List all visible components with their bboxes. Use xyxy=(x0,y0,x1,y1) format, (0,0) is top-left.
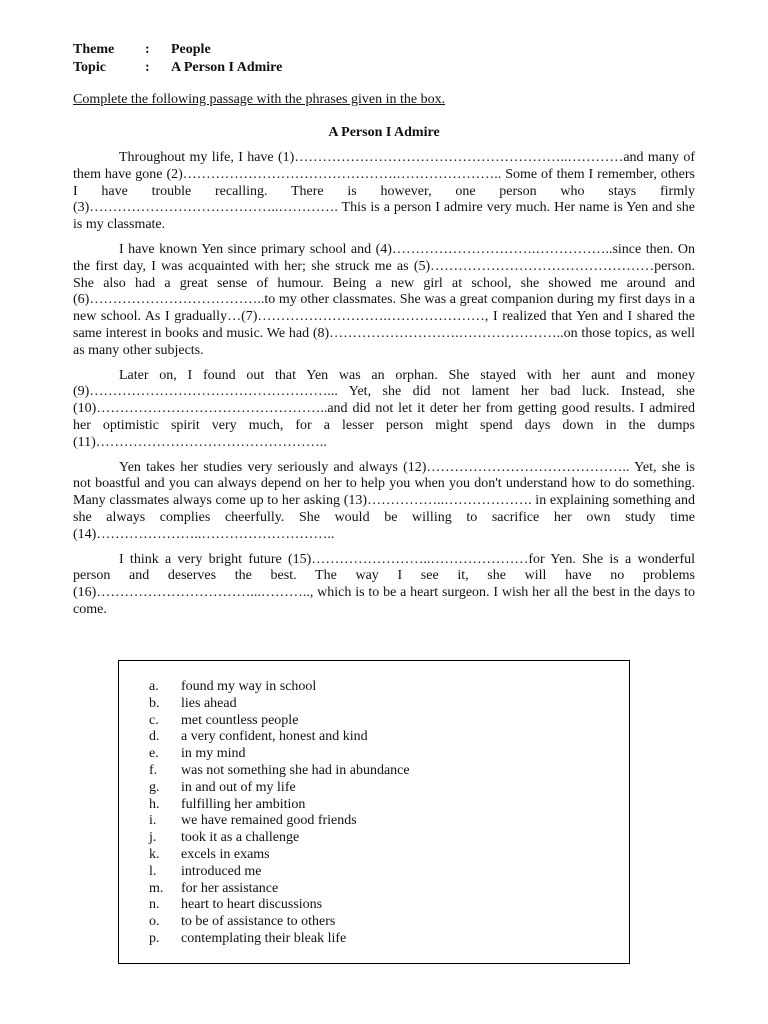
phrase-letter: e. xyxy=(149,746,159,762)
phrase-item xyxy=(149,847,410,864)
passage-title: A Person I Admire xyxy=(328,125,440,140)
phrase-letter: p. xyxy=(149,930,160,946)
theme-label: Theme xyxy=(73,42,115,57)
phrase-item xyxy=(149,931,410,948)
theme-row xyxy=(73,41,282,59)
phrase-text: took it as a challenge xyxy=(181,830,300,846)
phrase-letter: j. xyxy=(149,830,157,846)
phrase-text: in my mind xyxy=(181,746,246,762)
phrase-letter: m. xyxy=(149,880,164,896)
passage-paragraph-5: I think a very bright future (15)……………………..…………………for Yen. She is a wonderful person and deserves the best. The way I see it, she will have no problems (16)……………………………...……….., which is to be a heart surgeon. I wish her all the best in the days to come. xyxy=(73,551,695,617)
phrase-item xyxy=(149,729,410,746)
phrase-list xyxy=(149,679,410,948)
phrase-item xyxy=(149,679,410,696)
phrase-letter: k. xyxy=(149,846,160,862)
theme-value: People xyxy=(171,42,211,57)
passage-paragraph-4: Yen takes her studies very seriously and always (12)…………………………………….. Yet, she is not boastful and you can always depend on her to help you when you don't understand how to do something. Many classmates always come up to her asking (13)……………..………………. in explaining something and she always complies cheerfully. She would be willing to sacrifice her own study time (14)…………………..……………………….. xyxy=(73,459,695,542)
phrase-item xyxy=(149,746,410,763)
topic-value: A Person I Admire xyxy=(171,60,283,75)
phrase-item xyxy=(149,713,410,730)
phrase-item xyxy=(149,813,410,830)
phrase-letter: o. xyxy=(149,914,160,930)
phrase-text: fulfilling her ambition xyxy=(181,796,306,812)
theme-colon: : xyxy=(145,42,150,57)
phrase-text: introduced me xyxy=(181,863,262,879)
phrase-item xyxy=(149,797,410,814)
topic-label: Topic xyxy=(73,60,106,75)
phrase-text: excels in exams xyxy=(181,846,270,862)
phrase-letter: c. xyxy=(149,712,159,728)
phrase-item xyxy=(149,881,410,898)
phrase-text: met countless people xyxy=(181,712,299,728)
phrase-letter: d. xyxy=(149,729,160,745)
phrase-text: contemplating their bleak life xyxy=(181,930,347,946)
phrase-text: we have remained good friends xyxy=(181,813,357,829)
phrase-letter: b. xyxy=(149,695,160,711)
phrase-text: found my way in school xyxy=(181,679,317,694)
phrase-letter: l. xyxy=(149,863,157,879)
phrase-letter: i. xyxy=(149,813,157,829)
phrase-text: lies ahead xyxy=(181,695,237,711)
phrase-text: for her assistance xyxy=(181,880,279,896)
phrase-item xyxy=(149,763,410,780)
phrase-text: to be of assistance to others xyxy=(181,914,336,930)
passage-paragraph-2: I have known Yen since primary school and (4)………………………….……………..since then. On the first day, I was acquainted with her; she struck me as (5)…………………………………………person. She also had a great sense of humour. Being a new girl at school, she showed me around and (6)………………………………..to my other classmates. She was a great companion during my first days in a new school. As I gradually…(7)……………………….…………………, I realized that Yen and I shared the same interest in books and music. We had (8)……………………….…………………..on those topics, as well as many other subjects. xyxy=(73,241,695,358)
phrase-text: heart to heart discussions xyxy=(181,897,323,913)
passage-paragraph-1: Throughout my life, I have (1)…………………………………………………..…………and many of them have gone (2)……………………………………….………………….. Some of them I remember, others I have trouble recalling. There is however, one person who stays firmly (3)…………………………………..…………. This is a person I admire very much. Her name is Yen and she is my classmate. xyxy=(73,150,695,233)
phrase-item xyxy=(149,897,410,914)
passage-body xyxy=(73,150,695,627)
phrase-letter: f. xyxy=(149,762,158,778)
phrase-box xyxy=(118,660,630,964)
phrase-text: a very confident, honest and kind xyxy=(181,729,368,745)
phrase-item xyxy=(149,696,410,713)
phrase-letter: a. xyxy=(149,679,159,694)
instruction-text: Complete the following passage with the phrases given in the box. xyxy=(73,92,446,107)
phrase-text: was not something she had in abundance xyxy=(181,762,410,778)
phrase-text: in and out of my life xyxy=(181,779,296,795)
phrase-item xyxy=(149,914,410,931)
worksheet-header xyxy=(73,41,282,77)
phrase-item xyxy=(149,864,410,881)
topic-row xyxy=(73,59,282,77)
phrase-letter: n. xyxy=(149,897,160,913)
phrase-item xyxy=(149,780,410,797)
phrase-letter: g. xyxy=(149,779,160,795)
phrase-letter: h. xyxy=(149,796,160,812)
topic-colon: : xyxy=(145,60,150,75)
passage-paragraph-3: Later on, I found out that Yen was an orphan. She stayed with her aunt and money (9)……………………………………………... Yet, she did not lament her bad luck. Instead, she (10)…………………………………………..and did not let it deter her from getting good results. I admired her optimistic spirit very much, for a lesser person might spend days down in the dumps (11)………………………………………….. xyxy=(73,367,695,450)
phrase-item xyxy=(149,830,410,847)
